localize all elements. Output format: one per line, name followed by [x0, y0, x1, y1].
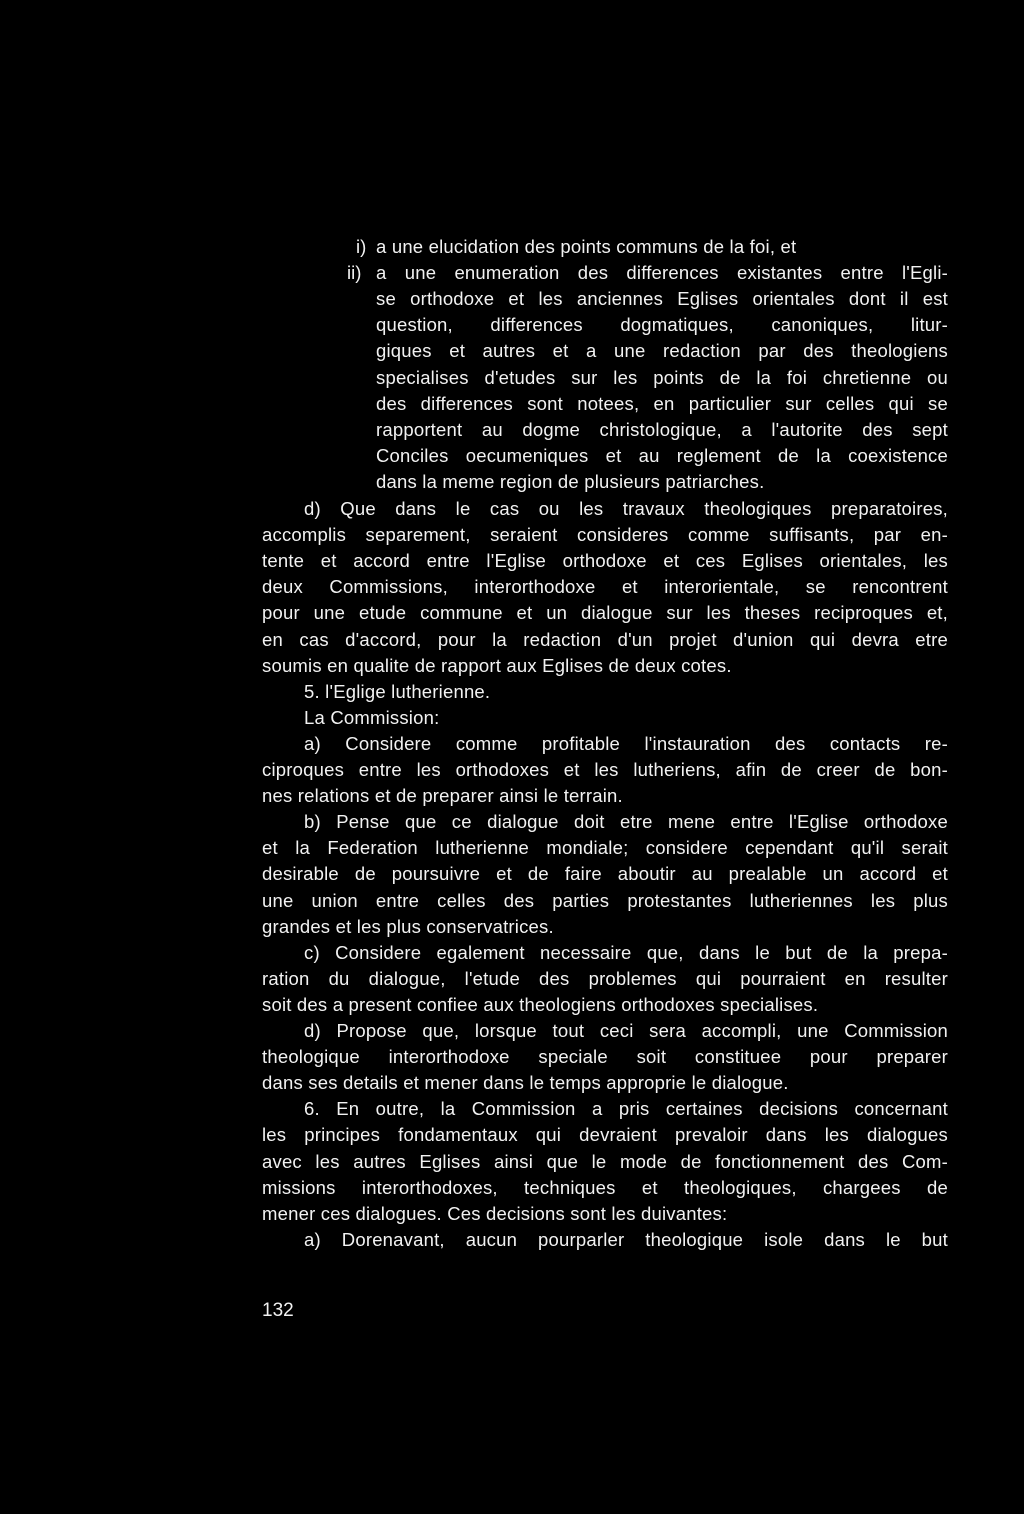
text-line: soumis en qualite de rapport aux Eglises de deux cotes.: [262, 654, 732, 676]
text-line: en cas d'accord, pour la redaction d'un projet d'union qui devra etre: [262, 628, 948, 650]
text-line: theologique interorthodoxe speciale soit constituee pour preparer: [262, 1046, 948, 1068]
list-item-text: a une enumeration des differences existantes entre l'Egli-: [376, 262, 948, 284]
text-line: ciproques entre les orthodoxes et les lutheriens, afin de creer de bon-: [262, 759, 948, 780]
text-line: La Commission:: [304, 706, 440, 728]
text-line: des differences sont notees, en particulier sur celles qui se: [376, 392, 948, 414]
text-line: missions interorthodoxes, techniques et theologiques, chargees de: [262, 1176, 948, 1198]
text-line: 5. l'Eglige lutherienne.: [304, 680, 491, 702]
text-line: d) Propose que, lorsque tout ceci sera accompli, une Commission: [304, 1020, 948, 1041]
text-line: tente et accord entre l'Eglise orthodoxe et ces Eglises orientales, les: [262, 550, 948, 572]
text-line: accomplis separement, seraient consideres comme suffisants, par en-: [262, 524, 948, 546]
text-line: une union entre celles des parties protestantes lutheriennes les plus: [262, 889, 948, 911]
text-line: d) Que dans le cas ou les travaux theologiques preparatoires,: [304, 498, 948, 519]
text-line: 6. En outre, la Commission a pris certaines decisions concernant: [304, 1098, 948, 1120]
text-line: et la Federation lutherienne mondiale; considere cependant qu'il serait: [262, 837, 948, 859]
text-line: deux Commissions, interorthodoxe et interorientale, se rencontrent: [262, 576, 948, 598]
text-line: rapportent au dogme christologique, a l'autorite des sept: [376, 418, 948, 440]
text-line: question, differences dogmatiques, canoniques, litur-: [376, 314, 948, 336]
text-line: specialises d'etudes sur les points de la foi chretienne ou: [376, 366, 948, 388]
text-line: grandes et les plus conservatrices.: [262, 915, 554, 937]
list-item-label: i): [356, 236, 367, 257]
text-line: b) Pense que ce dialogue doit etre mene entre l'Eglise orthodoxe: [304, 811, 948, 833]
text-line: Conciles oecumeniques et au reglement de la coexistence: [376, 444, 948, 466]
text-line: dans ses details et mener dans le temps approprie le dialogue.: [262, 1072, 789, 1094]
text-line: se orthodoxe et les anciennes Eglises orientales dont il est: [376, 288, 948, 310]
text-line: a) Dorenavant, aucun pourparler theologique isole dans le but: [304, 1228, 948, 1250]
text-line: desirable de poursuivre et de faire aboutir au prealable un accord et: [262, 863, 948, 885]
text-line: c) Considere egalement necessaire que, dans le but de la prepa-: [304, 941, 948, 963]
text-line: giques et autres et a une redaction par des theologiens: [376, 340, 948, 362]
text-line: les principes fondamentaux qui devraient prevaloir dans les dialogues: [262, 1124, 948, 1146]
text-line: ration du dialogue, l'etude des problemes qui pourraient en resulter: [262, 967, 948, 989]
text-line: nes relations et de preparer ainsi le terrain.: [262, 785, 623, 807]
text-line: a) Considere comme profitable l'instauration des contacts re-: [304, 732, 948, 754]
list-item-label: ii): [347, 262, 362, 284]
text-line: dans la meme region de plusieurs patriarches.: [376, 470, 765, 492]
list-item-text: a une elucidation des points communs de la foi, et: [376, 236, 797, 257]
page-number: 132: [262, 1300, 294, 1321]
text-line: soit des a present confiee aux theologiens orthodoxes specialises.: [262, 993, 819, 1015]
text-line: avec les autres Eglises ainsi que le mode de fonctionnement des Com-: [262, 1150, 948, 1172]
text-line: mener ces dialogues. Ces decisions sont les duivantes:: [262, 1202, 728, 1224]
text-line: pour une etude commune et un dialogue sur les theses reciproques et,: [262, 602, 948, 624]
